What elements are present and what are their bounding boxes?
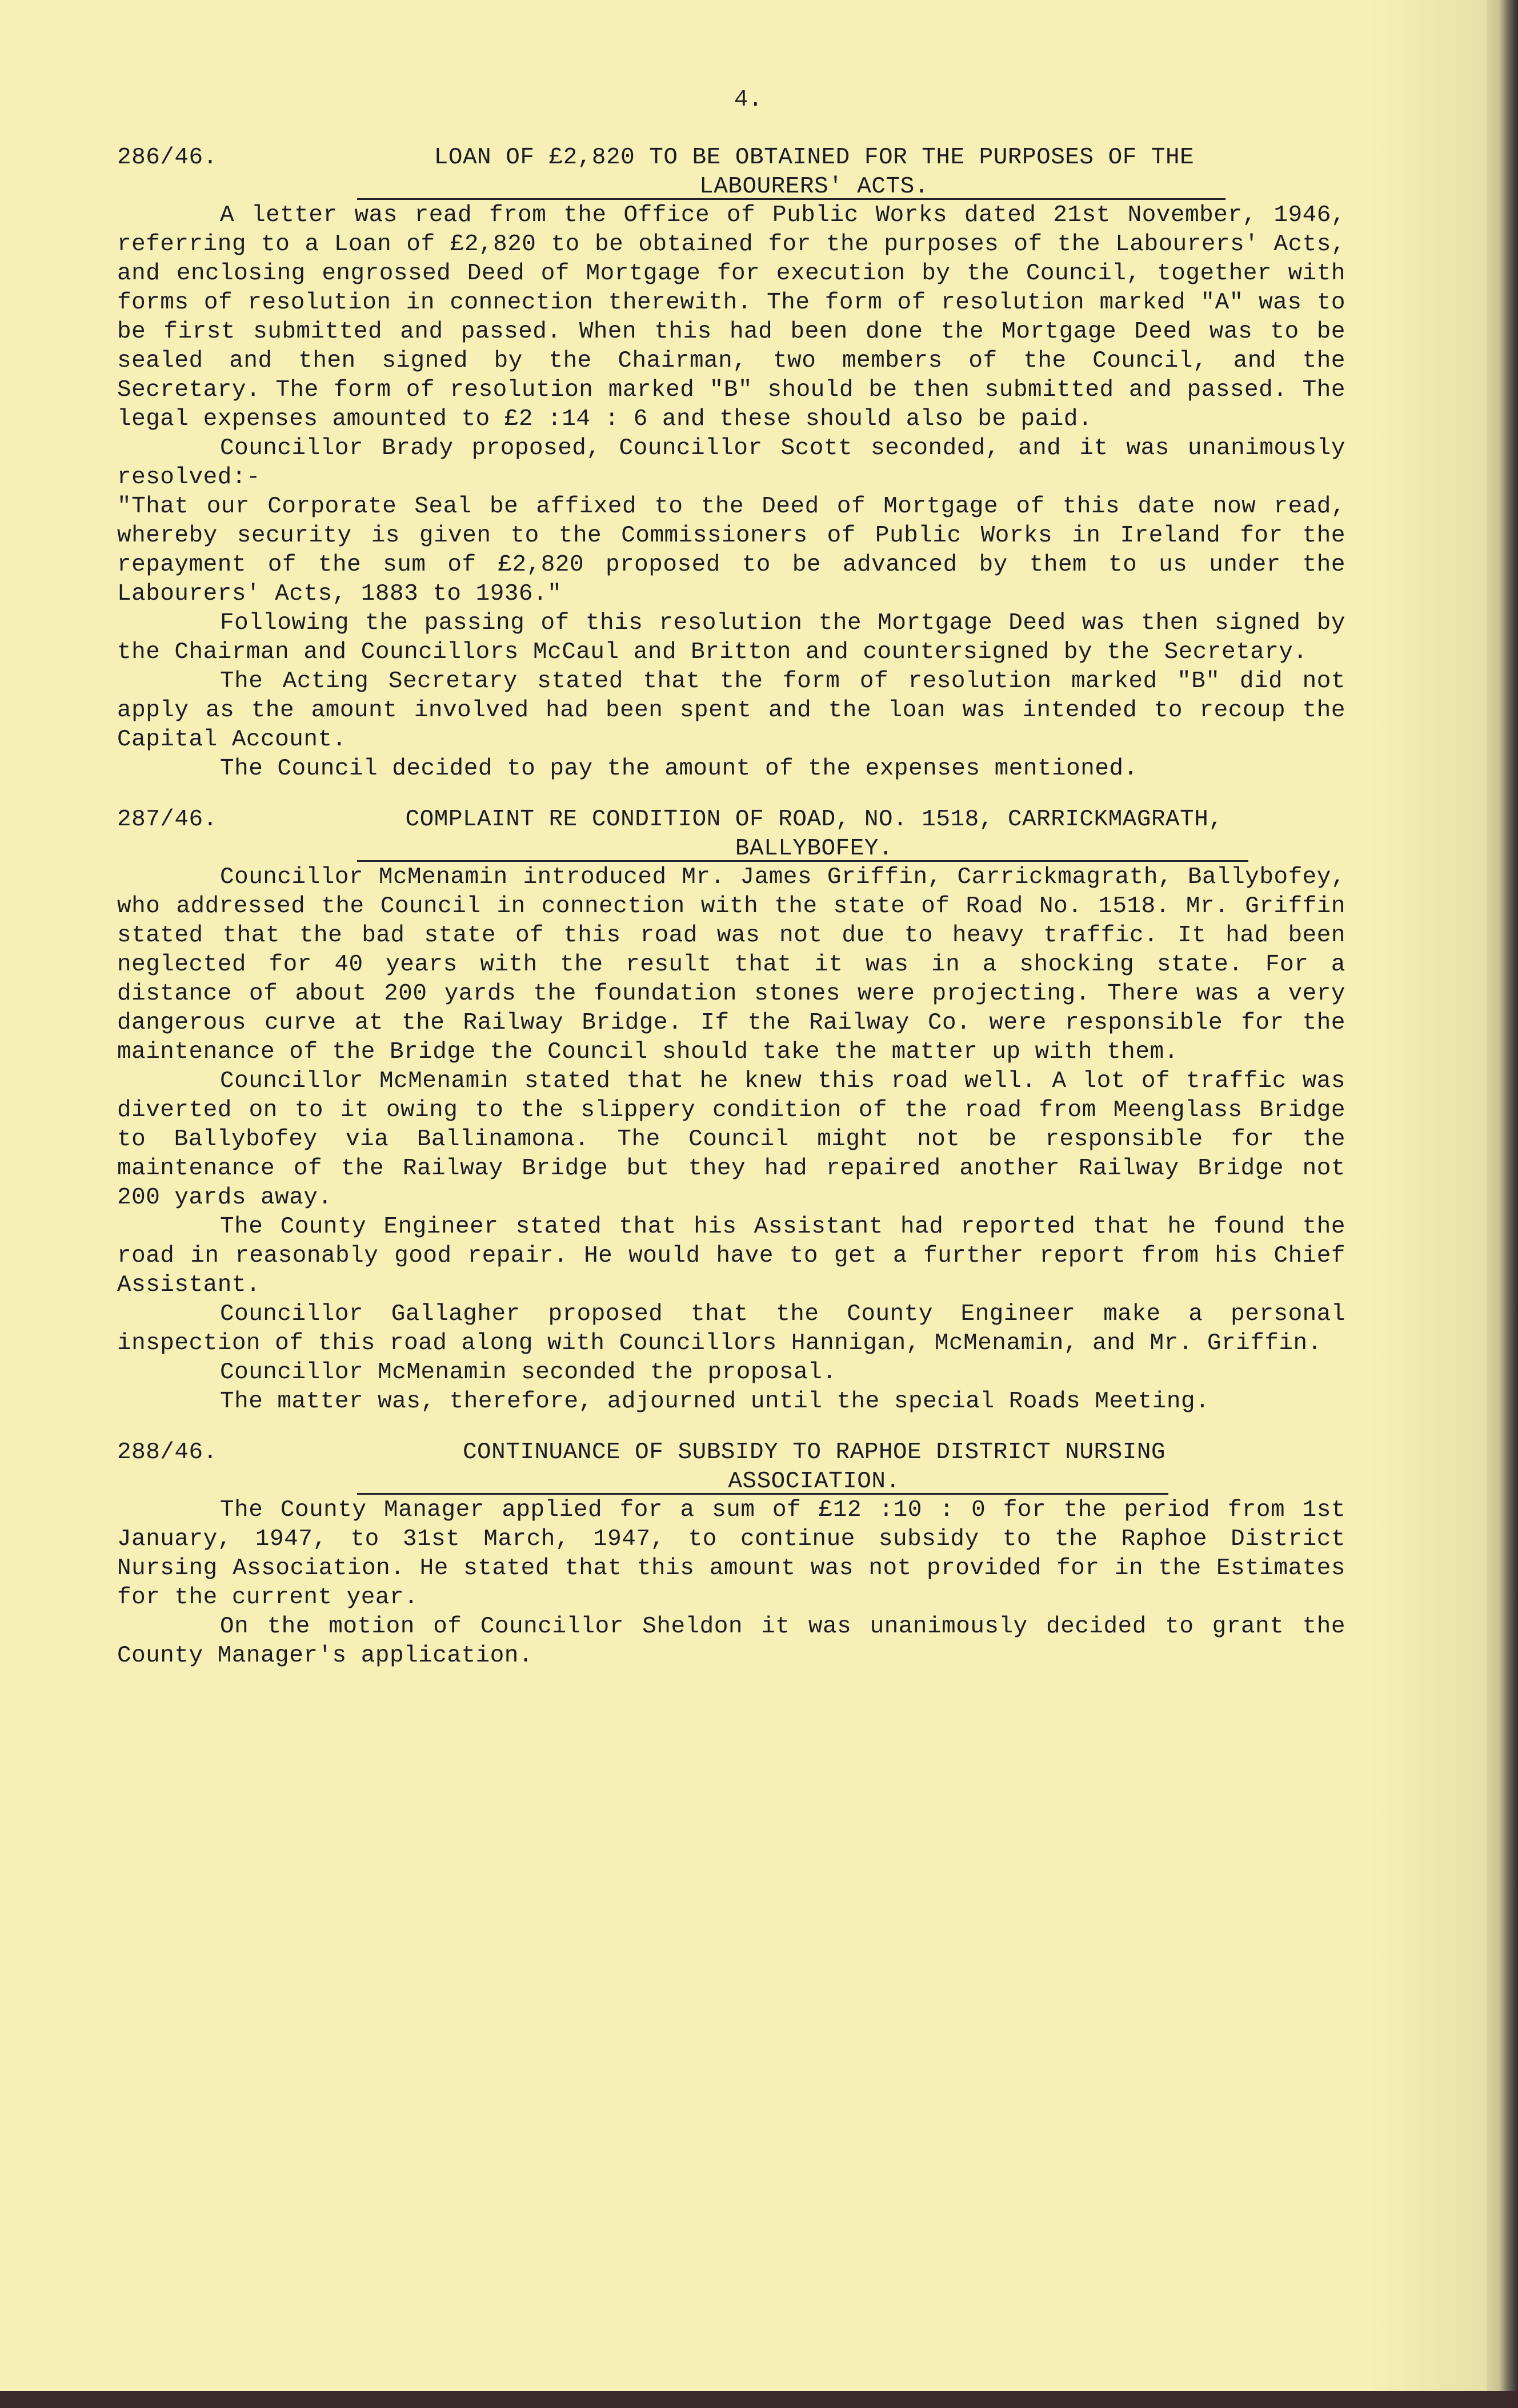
minute-title [306,143,1345,202]
background-strip [0,2391,1518,2408]
minute-title [306,1438,1345,1496]
paragraph: The Council decided to pay the amount of the expenses mentioned. [220,756,1138,782]
paragraph: Following the passing of this resolution the Mortgage Deed was then signed by the Chairman and Councillors McCaul and Britton and countersigned by the Secretary. [117,610,1345,665]
paragraph: The Acting Secretary stated that the form of resolution marked "B" did not apply as the amount involved had been spent and the loan was intended to recoup the Capital Account. [117,668,1345,753]
paragraph: The County Manager applied for a sum of £12 :10 : 0 for the period from 1st January, 1947, to 31st March, 1947, to continue subsidy to the Raphoe District Nursing Association. He stated that this amount was not provided for in the Estimates for the current year. [117,1497,1345,1611]
minute-heading [117,805,1345,864]
paragraph: Councillor Brady proposed, Councillor Scott seconded, and it was unanimously resolved:- [117,435,1345,491]
minute-title-line2: BALLYBOFEY. [735,836,894,862]
paragraph: On the motion of Councillor Sheldon it was unanimously decided to grant the County Manager's application. [117,1614,1345,1669]
minute-title-line2: ASSOCIATION. [728,1468,900,1495]
minute-title-line1: CONTINUANCE OF SUBSIDY TO RAPHOE DISTRICT NURSING [462,1439,1166,1466]
minute-number: 286/46. [117,145,218,171]
minute-title-line1: COMPLAINT RE CONDITION OF ROAD, NO. 1518, CARRICKMAGRATH, [405,806,1223,833]
paragraph: Councillor McMenamin introduced Mr. James Griffin, Carrickmagrath, Ballybofey, who addressed the Council in connection with the state of Road No. 1518. Mr. Griffin stated that the bad state of this road was not due to heavy traffic. It had been neglected for 40 years with the result that it was in a shocking state. For a distance of about 200 yards the foundation stones were projecting. There was a very dangerous curve at the Railway Bridge. If the Railway Co. were responsible for the maintenance of the Bridge the Council should take the matter up with them. [117,864,1345,1065]
paragraph: Councillor McMenamin stated that he knew this road well. A lot of traffic was diverted on to it owing to the slippery condition of the road from Meenglass Bridge to Ballybofey via Ballinamona. The Council might not be responsible for the maintenance of the Railway Bridge but they had repaired another Railway Bridge not 200 yards away. [117,1068,1345,1211]
paragraph: The County Engineer stated that his Assistant had reported that he found the road in reasonably good repair. He would have to get a further report from his Chief Assistant. [117,1214,1345,1298]
page-number: 4. [734,87,763,113]
resolution-text: "That our Corporate Seal be affixed to the Deed of Mortgage of this date now read, whereby security is given to the Commissioners of Public Works in Ireland for the repayment of the sum of £2,820 proposed to be advanced by them to us under the Labourers' Acts, 1883 to 1936." [117,493,1345,607]
minute-288 [117,1438,1345,1671]
paragraph: Councillor McMenamin seconded the proposal. [220,1359,837,1386]
minute-heading [117,1438,1345,1496]
minute-title [306,805,1345,864]
minute-title-line1: LOAN OF £2,820 TO BE OBTAINED FOR THE PURPOSES OF THE [434,145,1195,171]
minute-heading [117,143,1345,202]
minute-286 [117,143,1345,784]
minute-title-line2: LABOURERS' ACTS. [699,174,929,200]
minute-number: 287/46. [117,806,218,833]
binding-edge [1487,0,1518,2408]
document-body [117,86,1345,1692]
minute-number: 288/46. [117,1439,218,1466]
paragraph: Councillor Gallagher proposed that the County Engineer make a personal inspection of this road along with Councillors Hannigan, McMenamin, and Mr. Griffin. [117,1301,1345,1356]
paragraph: A letter was read from the Office of Public Works dated 21st November, 1946, referring to a Loan of £2,820 to be obtained for the purposes of the Labourers' Acts, and enclosing engrossed Deed of Mortgage for execution by the Council, together with forms of resolution in connection therewith. The form of resolution marked "A" was to be first submitted and passed. When this had been done the Mortgage Deed was to be sealed and then signed by the Chairman, two members of the Council, and the Secretary. The form of resolution marked "B" should be then submitted and passed. The legal expenses amounted to £2 :14 : 6 and these should also be paid. [117,202,1345,432]
minute-287 [117,805,1345,1416]
paragraph: The matter was, therefore, adjourned until the special Roads Meeting. [220,1388,1210,1415]
